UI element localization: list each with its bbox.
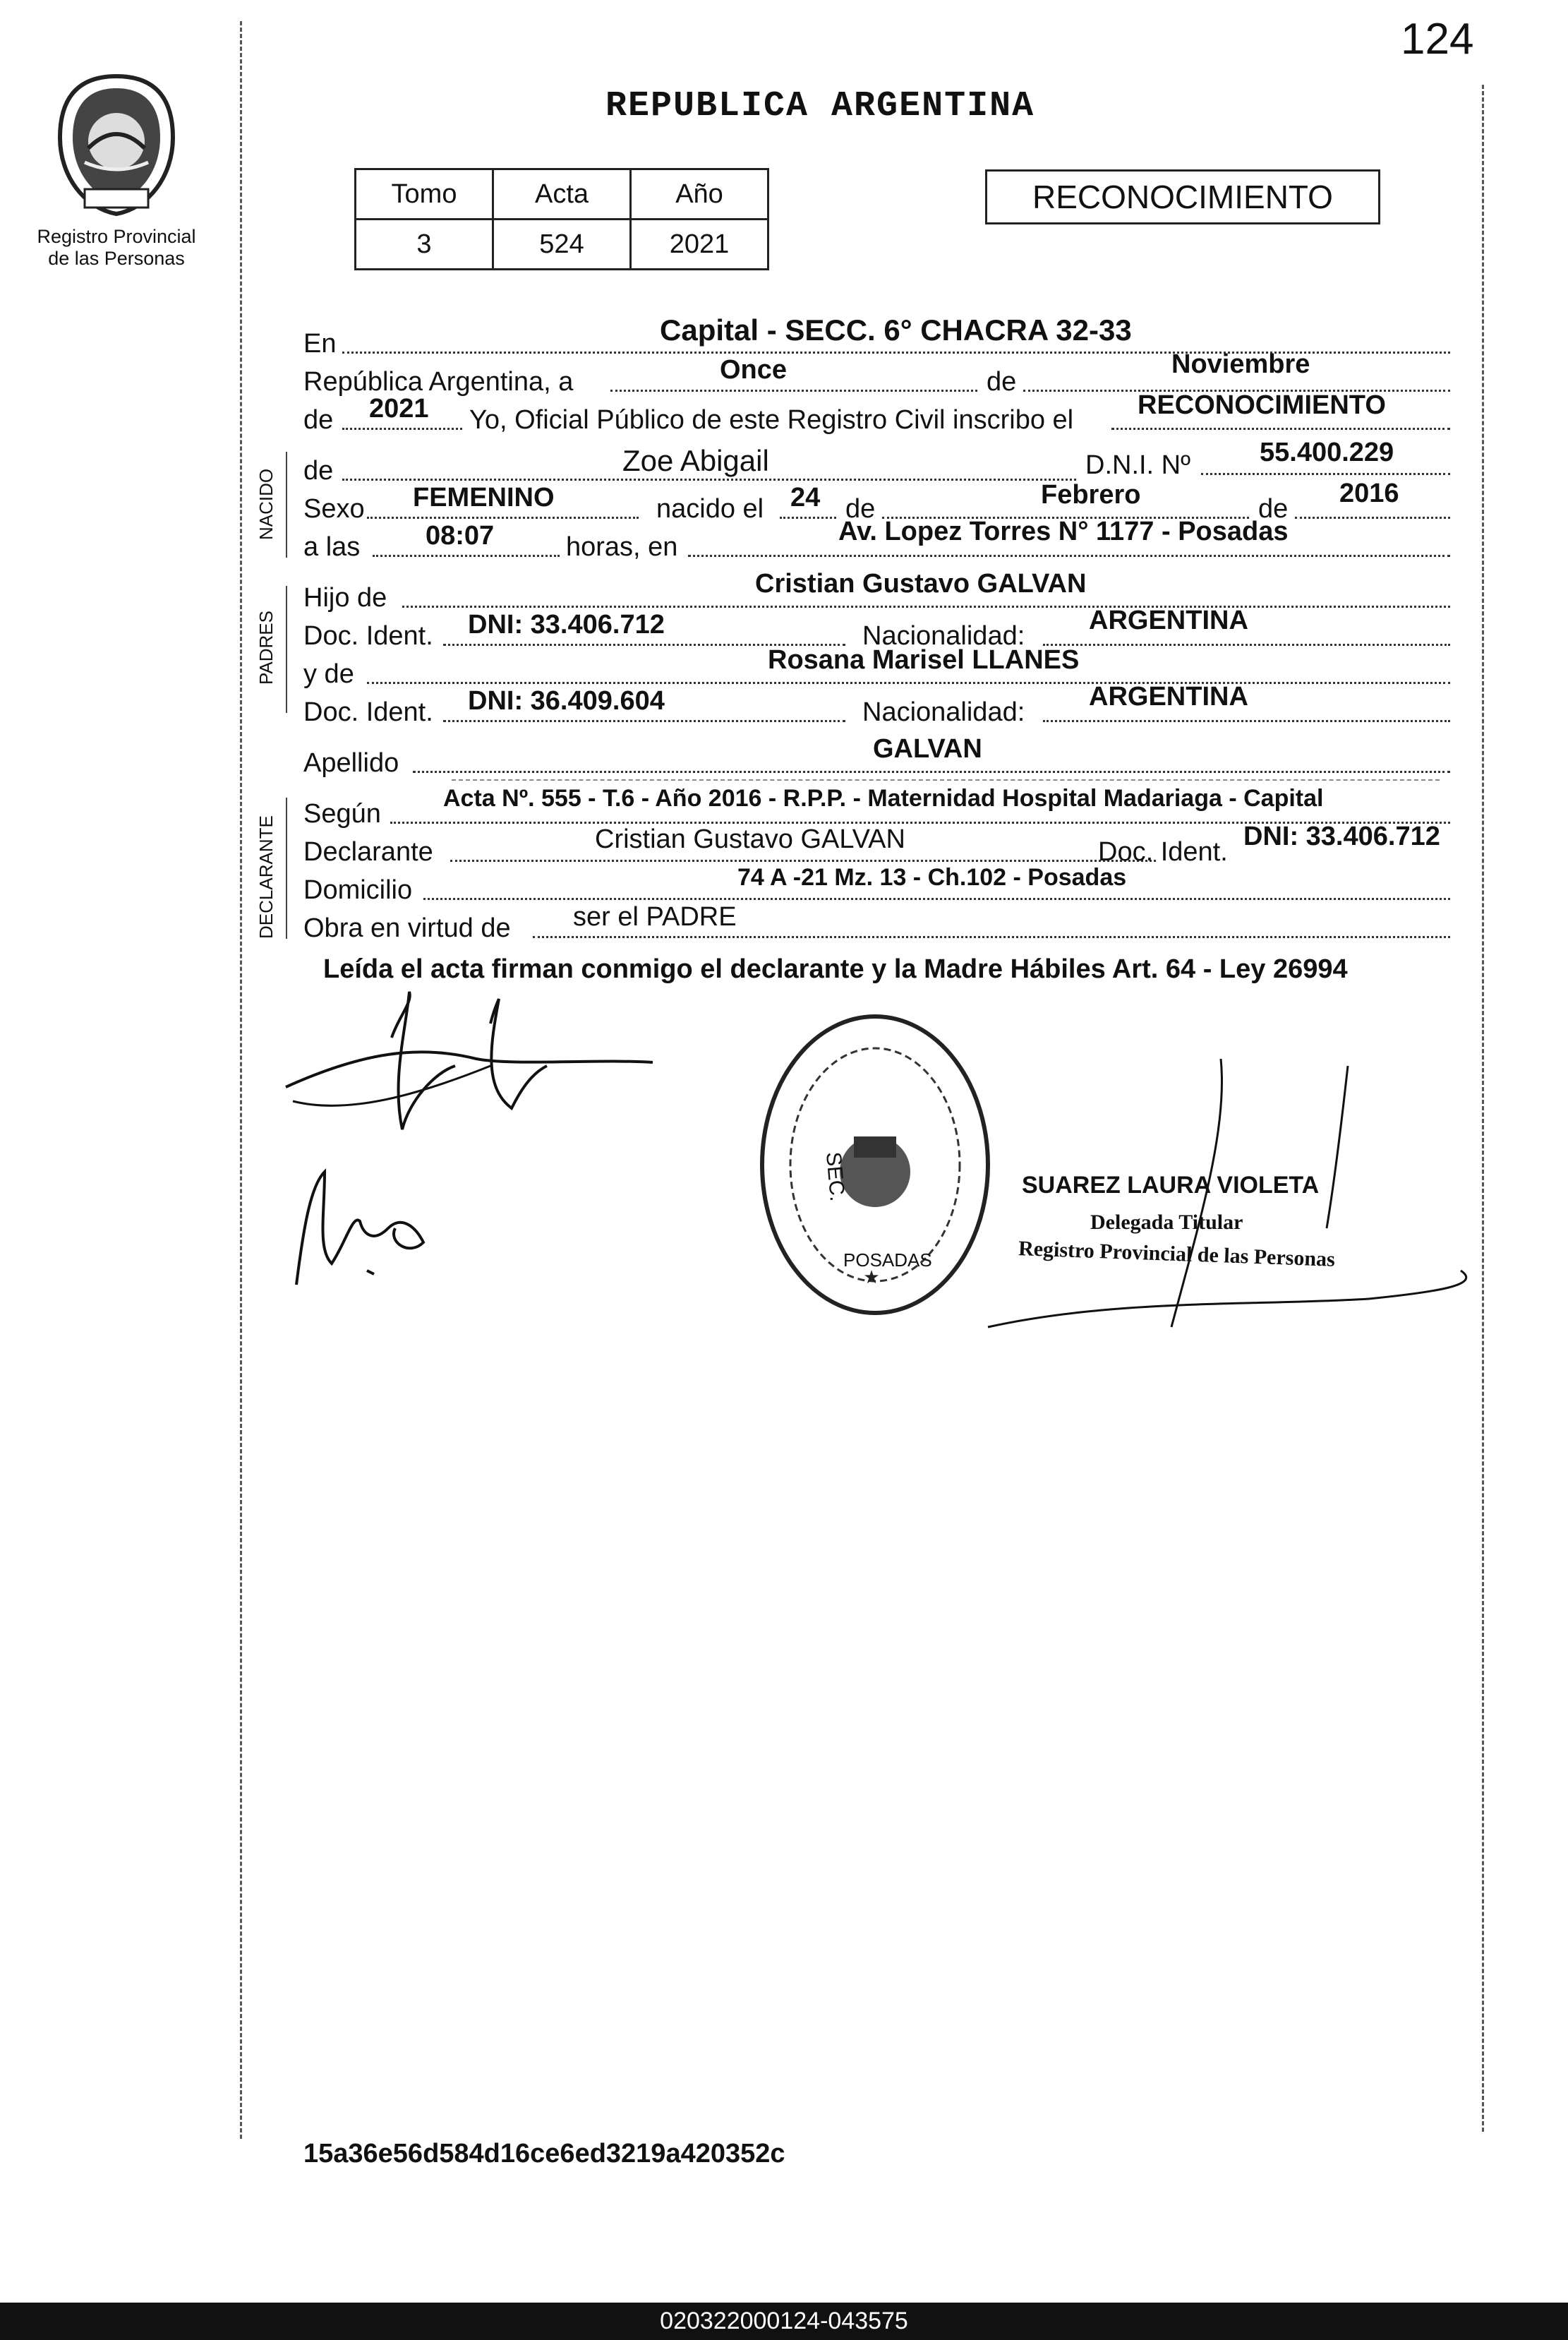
dots-nombre	[342, 479, 1076, 481]
mother-signature	[282, 1158, 452, 1299]
value-padre-nac: ARGENTINA	[1089, 606, 1248, 635]
value-apellido: GALVAN	[873, 734, 982, 764]
nacido-bar	[286, 452, 287, 558]
dots-obra	[533, 936, 1450, 938]
stamp-office: Registro Provincial de las Personas	[1018, 1237, 1336, 1271]
label-declarante: Declarante	[303, 837, 433, 867]
label-de-anio-nac: de	[1258, 494, 1289, 524]
dots-declarante	[450, 860, 1156, 862]
logo-caption-1: Registro Provincial	[37, 226, 196, 247]
dots-madre-doc	[443, 720, 845, 722]
value-declarante-doc: DNI: 33.406.712	[1243, 822, 1440, 851]
label-obra: Obra en virtud de	[303, 913, 511, 943]
label-domicilio: Domicilio	[303, 875, 413, 905]
anio-value: 2021	[631, 220, 768, 270]
padres-bar	[286, 586, 287, 713]
province-seal-logo	[46, 71, 187, 219]
value-dni: 55.400.229	[1260, 438, 1394, 467]
value-declarante: Cristian Gustavo GALVAN	[595, 824, 905, 854]
dots-anio-nac	[1295, 517, 1450, 519]
label-y-de: y de	[303, 659, 354, 689]
label-de-mes-nac: de	[845, 494, 876, 524]
label-a-las: a las	[303, 532, 361, 562]
label-segun: Según	[303, 799, 381, 829]
registry-header-row	[356, 169, 768, 220]
label-hijo-de: Hijo de	[303, 583, 387, 613]
side-label-nacido: NACIDO	[255, 468, 277, 540]
label-sexo: Sexo	[303, 494, 365, 524]
closing-statement: Leída el acta firman conmigo el declarante y la Madre Hábiles Art. 64 - Ley 26994	[323, 954, 1348, 984]
dots-dia	[610, 390, 977, 392]
dots-anio	[342, 428, 462, 430]
label-republica: República Argentina, a	[303, 367, 574, 397]
label-oficial: Yo, Oficial Público de este Registro Civil inscribo el	[469, 405, 1074, 435]
label-nacionalidad-madre: Nacionalidad:	[862, 697, 1025, 727]
label-nacionalidad-padre: Nacionalidad:	[862, 621, 1025, 651]
registry-value-row	[356, 220, 768, 270]
footer-code: 020322000124-043575	[660, 2308, 908, 2334]
svg-text:★: ★	[863, 1266, 880, 1288]
dots-padre	[402, 606, 1450, 608]
separator-dashes	[452, 779, 1440, 781]
dots-madre-nac	[1043, 720, 1450, 722]
document-hash: 15a36e56d584d16ce6ed3219a420352c	[303, 2139, 785, 2168]
dots-domicilio	[423, 898, 1450, 900]
label-apellido: Apellido	[303, 748, 399, 778]
anio-header: Año	[631, 169, 768, 220]
value-anio-nac: 2016	[1339, 479, 1399, 508]
act-type: RECONOCIMIENTO	[1032, 179, 1333, 215]
registry-table	[354, 168, 769, 270]
label-doc-ident-madre: Doc. Ident.	[303, 697, 433, 727]
label-en: En	[303, 329, 337, 359]
logo-block	[28, 71, 205, 270]
value-segun: Acta Nº. 555 - T.6 - Año 2016 - R.P.P. - Maternidad Hospital Madariaga - Capital	[443, 785, 1324, 812]
dots-sexo	[367, 517, 639, 519]
value-obra: ser el PADRE	[573, 902, 737, 932]
value-madre-doc: DNI: 36.409.604	[468, 686, 665, 716]
label-doc-ident-padre: Doc. Ident.	[303, 621, 433, 651]
value-acto: RECONOCIMIENTO	[1138, 390, 1386, 420]
declarante-bar	[286, 798, 287, 939]
tomo-header: Tomo	[356, 169, 493, 220]
page-number: 124	[1401, 15, 1474, 64]
seal-city: POSADAS	[843, 1249, 932, 1271]
value-domicilio: 74 A -21 Mz. 13 - Ch.102 - Posadas	[737, 864, 1127, 891]
value-madre-nac: ARGENTINA	[1089, 682, 1248, 712]
value-nombre: Zoe Abigail	[622, 444, 769, 477]
footer-bar	[0, 2303, 1568, 2340]
label-dni: D.N.I. Nº	[1085, 450, 1190, 480]
label-horas-en: horas, en	[566, 532, 678, 562]
dots-madre	[367, 682, 1450, 684]
act-type-box	[985, 169, 1380, 224]
dots-apellido	[413, 771, 1450, 773]
left-margin-line	[240, 21, 242, 2139]
value-mes: Noviembre	[1171, 349, 1310, 379]
dots-dni	[1201, 473, 1450, 475]
acta-value: 524	[493, 220, 631, 270]
logo-caption-2: de las Personas	[48, 248, 185, 269]
label-de-mes: de	[987, 367, 1017, 397]
value-dia-nac: 24	[790, 483, 821, 512]
side-label-declarante: DECLARANTE	[255, 815, 277, 939]
value-padre-doc: DNI: 33.406.712	[468, 610, 665, 640]
dots-dia-nac	[780, 517, 836, 519]
label-de-nombre: de	[303, 456, 334, 486]
label-doc-ident-declarante: Doc. Ident.	[1098, 837, 1228, 867]
side-label-padres: PADRES	[255, 611, 277, 685]
value-padre: Cristian Gustavo GALVAN	[755, 569, 1087, 599]
dots-lugar-nac	[688, 555, 1450, 557]
label-de-anio: de	[303, 405, 334, 435]
value-dia: Once	[720, 355, 788, 385]
value-anio: 2021	[369, 394, 429, 424]
declarant-signature	[279, 988, 674, 1165]
value-sexo: FEMENINO	[413, 483, 555, 512]
document-title: REPUBLICA ARGENTINA	[605, 86, 1035, 126]
value-mes-nac: Febrero	[1041, 480, 1141, 510]
acta-header: Acta	[493, 169, 631, 220]
value-madre: Rosana Marisel LLANES	[768, 645, 1080, 675]
tomo-value: 3	[356, 220, 493, 270]
value-lugar: Capital - SECC. 6° CHACRA 32-33	[660, 313, 1132, 347]
official-round-seal	[748, 1002, 1002, 1327]
stamp-name: SUAREZ LAURA VIOLETA	[1022, 1172, 1320, 1199]
dots-acto	[1111, 428, 1450, 430]
seal-sec: SEC.	[821, 1151, 850, 1203]
stamp-role: Delegada Titular	[1090, 1211, 1243, 1234]
dots-hora	[373, 555, 560, 557]
value-hora: 08:07	[426, 521, 495, 551]
dots-padre-nac	[1043, 644, 1450, 646]
value-lugar-nac: Av. Lopez Torres N° 1177 - Posadas	[838, 517, 1289, 546]
label-nacido-el: nacido el	[656, 494, 764, 524]
